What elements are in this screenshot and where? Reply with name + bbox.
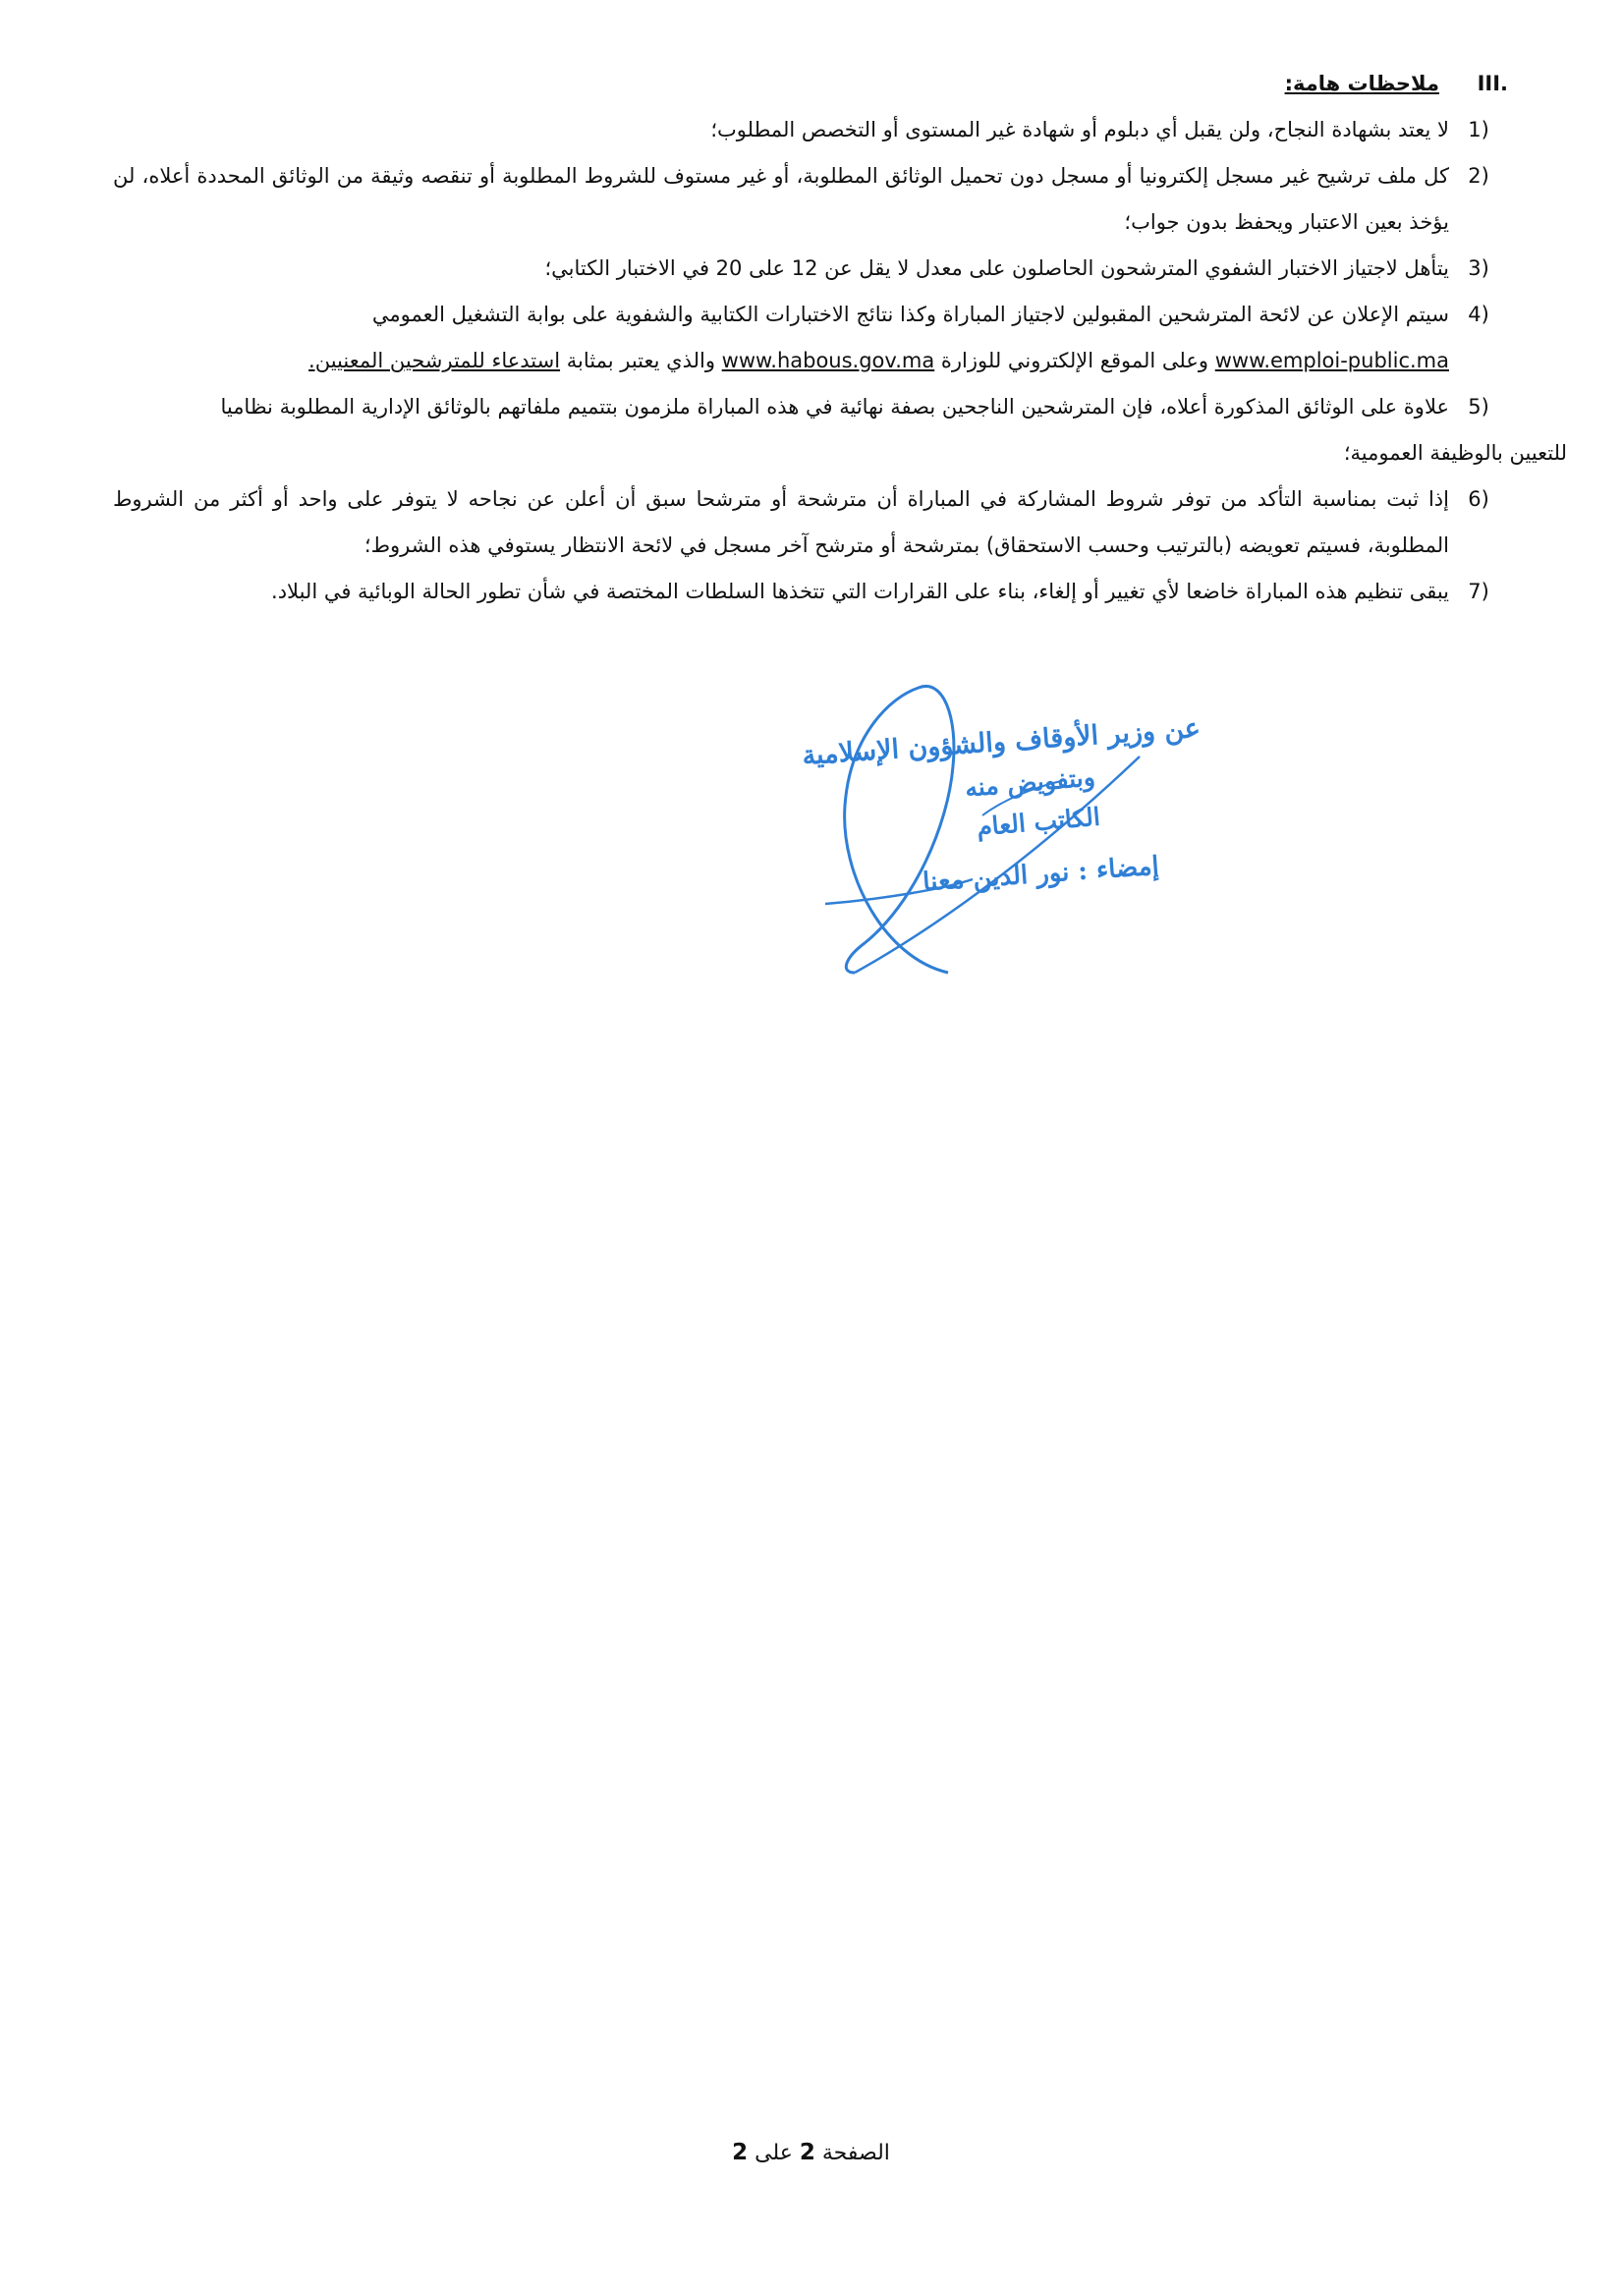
section-header <box>113 61 1508 107</box>
note-text: إذا ثبت بمناسبة التأكد من توفر شروط المشاركة في المباراة أن مترشحة أو مترشحا سبق أن أعلن عن نجاحه لا يتوفر على واحد أو أكثر من الشروط المطلوبة، فسيتم تعويضه (بالترتيب وحسب الاستحقاق) بمترشحة أو مترشح آخر مسجل في لائحة الانتظار يستوفي هذه الشروط؛ <box>113 487 1449 557</box>
signature-line-minister: عن وزير الأوقاف والشؤون الإسلامية <box>801 712 1202 772</box>
note-item-6 <box>113 476 1508 569</box>
note-text: لا يعتد بشهادة النجاح، ولن يقبل أي دبلوم أو شهادة غير المستوى أو التخصص المطلوب؛ <box>710 118 1449 141</box>
note-item-2 <box>113 153 1508 246</box>
note-number: 7) <box>1468 580 1489 603</box>
note-item-4 <box>113 292 1508 384</box>
section-title: ملاحظات هامة: <box>1284 72 1439 95</box>
note-text-part: سيتم الإعلان عن لائحة المترشحين المقبولين لاجتياز المباراة وكذا نتائج الاختبارات الكتابية والشفوية على بوابة التشغيل العمومي <box>371 303 1449 326</box>
signature-line-secretary: الكاتب العام <box>976 802 1102 842</box>
footer-separator: على <box>755 2141 793 2165</box>
emploi-public-link[interactable]: www.emploi-public.ma <box>1214 349 1449 372</box>
signature-stamp <box>747 678 1218 982</box>
note-text: يتأهل لاجتياز الاختبار الشفوي المترشحون الحاصلون على معدل لا يقل عن 12 على 20 في الاختبار الكتابي؛ <box>544 256 1449 280</box>
notes-section <box>113 61 1567 615</box>
page-footer <box>0 2140 1622 2165</box>
signature-line-delegation: وبتفويض منه <box>964 762 1097 803</box>
section-number: III. <box>1477 72 1508 95</box>
note-number: 4) <box>1468 303 1489 326</box>
note-text-continuation: للتعيين بالوظيفة العمومية؛ <box>1343 441 1567 465</box>
note-number: 2) <box>1468 164 1489 188</box>
note-text: كل ملف ترشيح غير مسجل إلكترونيا أو مسجل دون تحميل الوثائق المطلوبة، أو غير مستوف للشروط المطلوبة أو تنقصه وثيقة من الوثائق المحددة أعلاه، لن يؤخذ بعين الاعتبار ويحفظ بدون جواب؛ <box>113 164 1449 234</box>
note-text: يبقى تنظيم هذه المباراة خاضعا لأي تغيير أو إلغاء، بناء على القرارات التي تتخذها السلطات المختصة في شأن تطور الحالة الوبائية في البلاد. <box>271 580 1449 603</box>
footer-prefix: الصفحة <box>821 2141 890 2165</box>
habous-link[interactable]: www.habous.gov.ma <box>721 349 935 372</box>
note-item-7 <box>113 569 1508 615</box>
note-text-part: وعلى الموقع الإلكتروني للوزارة <box>940 349 1209 372</box>
note-item-3 <box>113 246 1508 292</box>
note-text-underlined: استدعاء للمترشحين المعنيين. <box>308 349 561 372</box>
note-number: 1) <box>1468 118 1489 141</box>
signature-line-name: إمضاء : نور الدين معنا <box>922 851 1160 898</box>
note-text: علاوة على الوثائق المذكورة أعلاه، فإن المترشحين الناجحين بصفة نهائية في هذه المباراة ملزمون بتتميم ملفاتهم بالوثائق الإدارية المطلوبة نظاميا <box>220 395 1449 419</box>
footer-total-pages: 2 <box>732 2140 749 2165</box>
note-item-5 <box>113 384 1508 430</box>
note-number: 6) <box>1468 487 1489 511</box>
note-text <box>113 292 1449 384</box>
note-number: 3) <box>1468 256 1489 280</box>
note-text-part: والذي يعتبر بمثابة <box>566 349 715 372</box>
note-item-1 <box>113 107 1508 153</box>
note-number: 5) <box>1468 395 1489 419</box>
footer-page-number: 2 <box>799 2140 815 2165</box>
